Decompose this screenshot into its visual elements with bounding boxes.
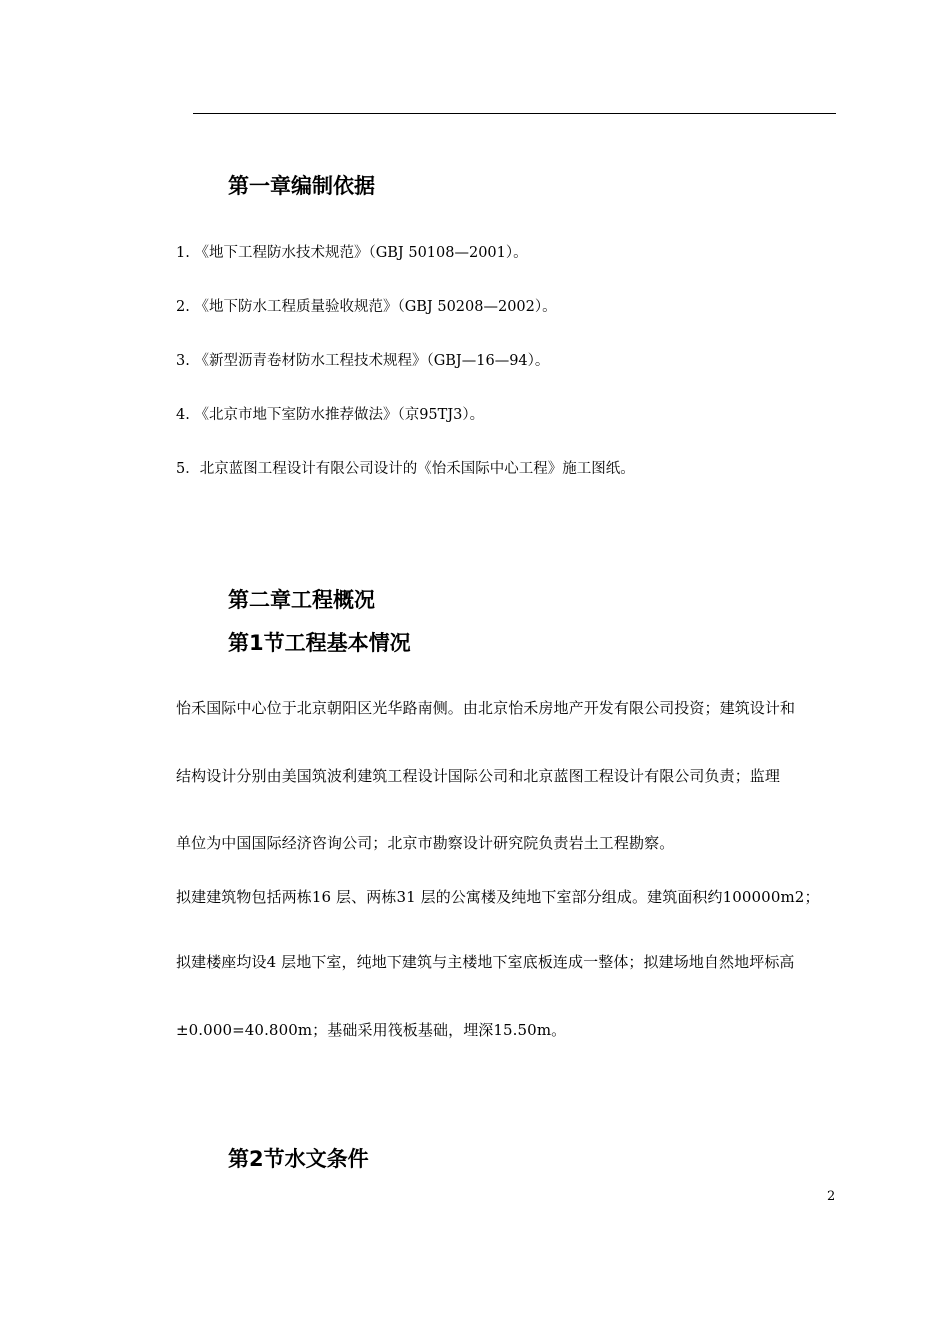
reference-item-1: 1. 《地下工程防水技术规范》（GBJ 50108—2001）。	[176, 245, 528, 261]
paragraph-line: ±0.000=40.800m；基础采用筏板基础，埋深15.50m。	[176, 1021, 567, 1039]
section1-title: 第1节工程基本情况	[228, 631, 411, 655]
page-number: 2	[827, 1189, 836, 1204]
reference-item-2: 2. 《地下防水工程质量验收规范》（GBJ 50208—2002）。	[176, 299, 557, 315]
paragraph-line: 单位为中国国际经济咨询公司；北京市勘察设计研究院负责岩土工程勘察。	[176, 834, 675, 852]
paragraph-line: 怡禾国际中心位于北京朝阳区光华路南侧。由北京怡禾房地产开发有限公司投资；建筑设计和	[176, 699, 796, 717]
chapter2-title: 第二章工程概况	[228, 588, 375, 612]
paragraph-line: 结构设计分别由美国筑波利建筑工程设计国际公司和北京蓝图工程设计有限公司负责；监理	[176, 767, 781, 785]
paragraph-line: 拟建建筑物包括两栋16 层、两栋31 层的公寓楼及纯地下室部分组成。建筑面积约100000m2；	[176, 888, 820, 906]
section2-title: 第2节水文条件	[228, 1147, 369, 1171]
chapter1-title: 第一章编制依据	[228, 174, 375, 198]
reference-item-4: 4. 《北京市地下室防水推荐做法》（京95TJ3）。	[176, 407, 485, 423]
reference-item-3: 3. 《新型沥青卷材防水工程技术规程》（GBJ—16—94）。	[176, 353, 550, 369]
header-rule	[193, 113, 836, 114]
paragraph-line: 拟建楼座均设4 层地下室，纯地下建筑与主楼地下室底板连成一整体；拟建场地自然地坪标高	[176, 953, 795, 971]
reference-item-5: 5．北京蓝图工程设计有限公司设计的《怡禾国际中心工程》施工图纸。	[176, 461, 635, 477]
